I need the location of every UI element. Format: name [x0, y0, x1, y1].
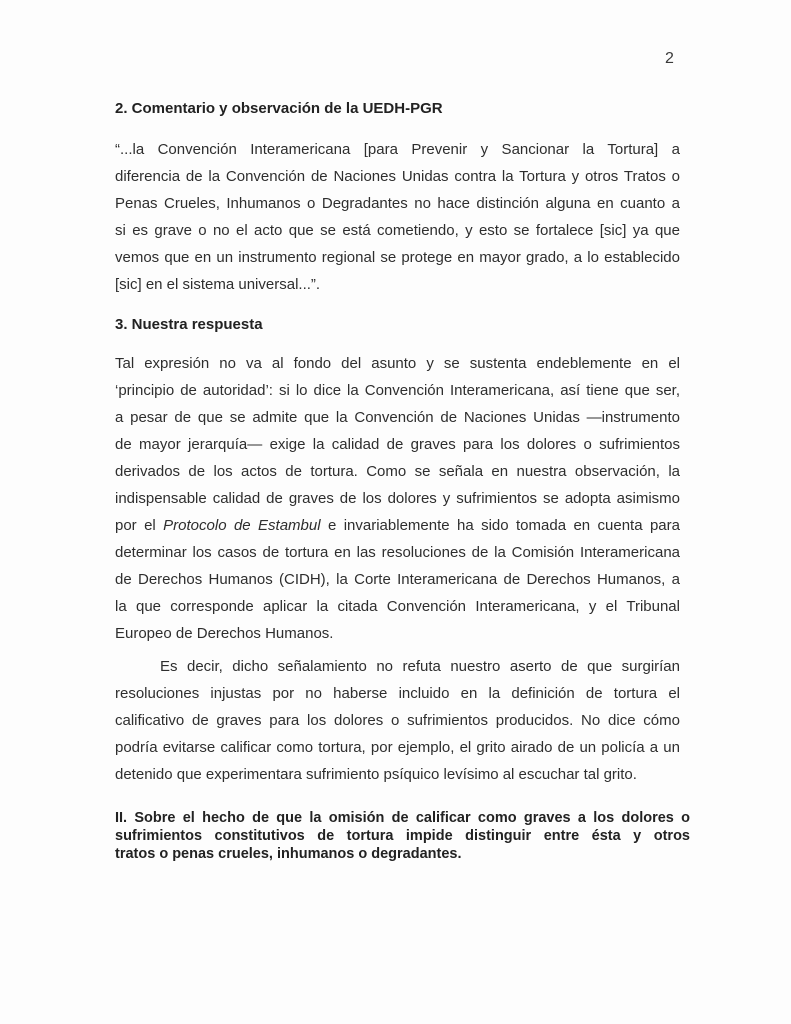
- text-line: detenido que experimentara sufrimiento psíquico levísimo al escuchar tal grito.: [115, 766, 637, 783]
- page-number: 2: [665, 50, 674, 67]
- text-line: [115, 512, 680, 539]
- section-2-quote: [115, 136, 680, 298]
- text-line: diferencia de la Convención de Naciones Unidas contra la Tortura y otros Tratos o: [115, 168, 680, 185]
- text-fragment: por el: [115, 517, 164, 534]
- text-fragment: e invariablemente ha sido tomada en cuenta para: [320, 517, 680, 534]
- section-2-heading: 2. Comentario y observación de la UEDH-PGR: [115, 100, 443, 117]
- text-line: la que corresponde aplicar la citada Convención Interamericana, y el Tribunal: [115, 598, 680, 615]
- text-line: vemos que en un instrumento regional se protege en mayor grado, a lo establecido: [115, 249, 680, 266]
- text-line: a pesar de que se admite que la Convención de Naciones Unidas —instrumento: [115, 409, 680, 426]
- text-line: podría evitarse calificar como tortura, por ejemplo, el grito airado de un policía a un: [115, 739, 680, 756]
- text-line: de mayor jerarquía— exige la calidad de graves para los dolores o sufrimientos: [115, 436, 680, 453]
- text-line: indispensable calidad de graves de los dolores y sufrimientos se adopta asimismo: [115, 490, 680, 507]
- text-line: de Derechos Humanos (CIDH), la Corte Interamericana de Derechos Humanos, a: [115, 571, 680, 588]
- section-3-paragraph-1: [115, 350, 680, 647]
- protocol-title: Protocolo de Estambul: [163, 517, 321, 534]
- text-line: “...la Convención Interamericana [para Prevenir y Sancionar la Tortura] a: [115, 141, 680, 158]
- heading-line: tratos o penas crueles, inhumanos o degradantes.: [115, 846, 462, 862]
- section-3-paragraph-2: [115, 653, 680, 788]
- text-line: resoluciones injustas por no haberse incluido en la definición de tortura el: [115, 685, 680, 702]
- text-line: determinar los casos de tortura en las resoluciones de la Comisión Interamericana: [115, 544, 680, 561]
- text-line: derivados de los actos de tortura. Como se señala en nuestra observación, la: [115, 463, 680, 480]
- section-II-heading: [115, 809, 690, 863]
- text-line: calificativo de graves para los dolores o sufrimientos producidos. No dice cómo: [115, 712, 680, 729]
- text-line: Es decir, dicho señalamiento no refuta nuestro aserto de que surgirían: [160, 658, 680, 675]
- text-line: Europeo de Derechos Humanos.: [115, 625, 334, 642]
- text-line: [sic] en el sistema universal...”.: [115, 276, 321, 293]
- section-3-heading: 3. Nuestra respuesta: [115, 316, 263, 333]
- text-line: Tal expresión no va al fondo del asunto y se sustenta endeblemente en el: [115, 355, 680, 372]
- text-line: ‘principio de autoridad’: si lo dice la Convención Interamericana, así tiene que ser,: [115, 382, 680, 399]
- text-line: Penas Crueles, Inhumanos o Degradantes no hace distinción alguna en cuanto a: [115, 195, 680, 212]
- text-line: si es grave o no el acto que se está cometiendo, y esto se fortalece [sic] ya que: [115, 222, 680, 239]
- heading-line: II. Sobre el hecho de que la omisión de calificar como graves a los dolores o: [115, 810, 690, 826]
- heading-line: sufrimientos constitutivos de tortura impide distinguir entre ésta y otros: [115, 828, 690, 844]
